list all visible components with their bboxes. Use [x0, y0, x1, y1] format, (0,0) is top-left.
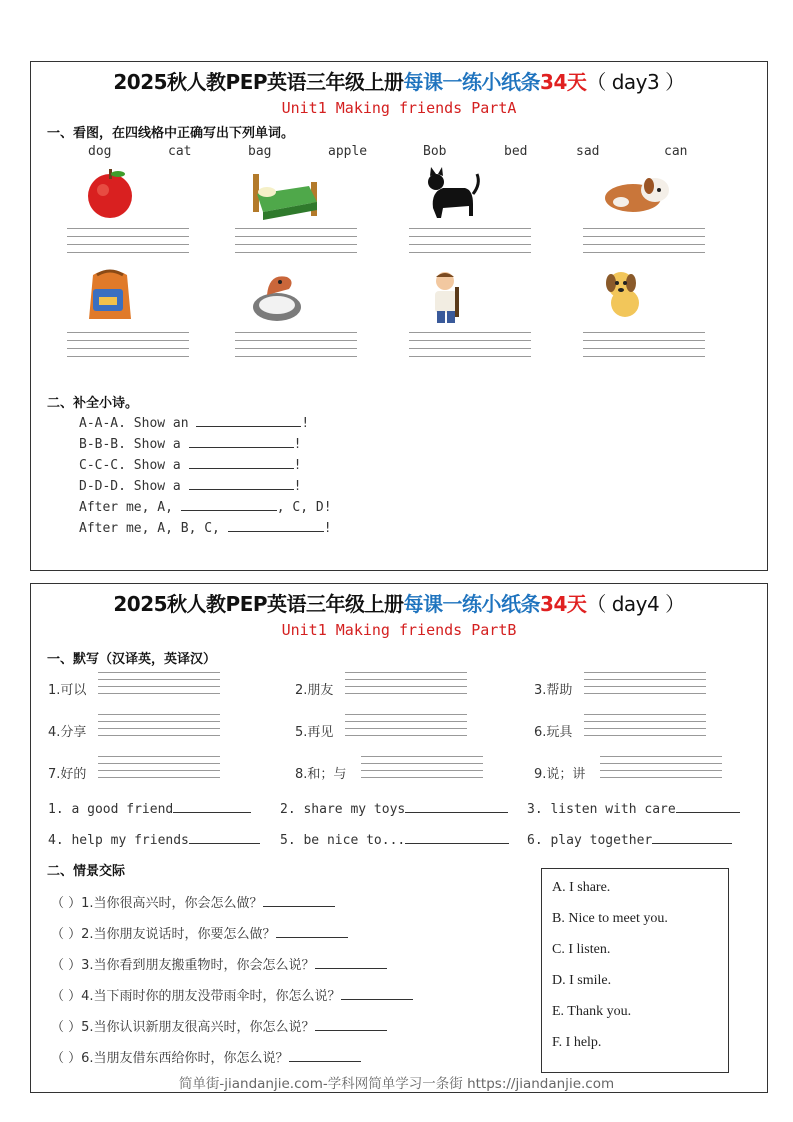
writing-lines[interactable] — [345, 714, 467, 742]
answer-option: D. I smile. — [552, 973, 612, 988]
question-text: （ ）4.当下雨时你的朋友没带雨伞时，你怎么说？ — [51, 989, 341, 1004]
poem-text: After me, A, — [79, 500, 181, 515]
word-option: bag — [248, 144, 272, 159]
dictation-prompt: 6.玩具 — [534, 725, 573, 740]
answer-blank[interactable] — [196, 414, 301, 427]
section-heading: 一、默写（汉译英，英译汉） — [47, 652, 217, 667]
phrase-item — [527, 831, 732, 848]
phrase-text: 3. listen with care — [527, 802, 676, 817]
phrase-text: 6. play together — [527, 833, 653, 848]
answer-blank[interactable] — [189, 831, 260, 844]
title-main: 2025秋人教PEP英语三年级上册 — [113, 592, 404, 616]
title-blue: 每课一练小纸条 — [403, 70, 541, 94]
phrase-item — [48, 831, 260, 848]
worksheet-day3 — [30, 61, 768, 571]
question-item — [51, 985, 413, 1004]
phrase-text: 4. help my friends — [48, 833, 189, 848]
answer-blank[interactable] — [228, 519, 324, 532]
phrase-text: 2. share my toys — [280, 802, 406, 817]
writing-lines[interactable] — [584, 672, 706, 700]
word-option: bed — [504, 144, 528, 159]
writing-lines[interactable] — [584, 714, 706, 742]
answer-blank[interactable] — [289, 1049, 361, 1062]
writing-lines[interactable] — [409, 228, 531, 260]
dog-picture — [597, 168, 677, 218]
writing-lines[interactable] — [98, 714, 220, 742]
answer-blank[interactable] — [405, 800, 508, 813]
writing-lines[interactable] — [67, 228, 189, 260]
question-text: （ ）1.当你很高兴时，你会怎么做？ — [51, 896, 263, 911]
answer-blank[interactable] — [263, 894, 335, 907]
writing-lines[interactable] — [98, 672, 220, 700]
poem-text: , C, D! — [276, 500, 332, 515]
question-item — [51, 1016, 387, 1035]
sad-picture — [249, 267, 311, 325]
answer-option: F. I help. — [552, 1035, 602, 1050]
phrase-text: 1. a good friend — [48, 802, 174, 817]
poem-text: B-B-B. Show a — [79, 437, 189, 452]
apple-picture — [79, 164, 141, 222]
answer-blank[interactable] — [341, 987, 413, 1000]
section-heading: 二、补全小诗。 — [47, 396, 139, 411]
poem-text: ! — [323, 521, 332, 536]
poem-line — [79, 498, 332, 515]
writing-lines[interactable] — [345, 672, 467, 700]
bed-picture — [249, 164, 321, 222]
section-heading: 一、看图，在四线格中正确写出下列单词。 — [47, 126, 295, 141]
dictation-prompt: 1.可以 — [48, 683, 87, 698]
title-day: （ day3 ） — [586, 70, 685, 94]
answer-blank[interactable] — [173, 800, 251, 813]
phrase-text: 5. be nice to... — [280, 833, 406, 848]
poem-text: A-A-A. Show an — [79, 416, 197, 431]
answer-blank[interactable] — [652, 831, 732, 844]
writing-lines[interactable] — [98, 756, 220, 784]
question-item — [51, 954, 387, 973]
page-title — [31, 588, 767, 617]
bob-picture — [423, 267, 485, 325]
question-item — [51, 923, 348, 942]
title-blue: 每课一练小纸条 — [403, 592, 541, 616]
answer-blank[interactable] — [405, 831, 509, 844]
poem-line — [79, 519, 332, 536]
answer-option: E. Thank you. — [552, 1004, 632, 1019]
writing-lines[interactable] — [409, 332, 531, 364]
answer-option: A. I share. — [552, 880, 611, 895]
word-option: cat — [168, 144, 192, 159]
dictation-prompt: 4.分享 — [48, 725, 87, 740]
writing-lines[interactable] — [235, 228, 357, 260]
answer-blank[interactable] — [315, 956, 387, 969]
dictation-prompt: 5.再见 — [295, 725, 334, 740]
phrase-item — [280, 800, 508, 817]
answer-blank[interactable] — [315, 1018, 387, 1031]
answer-blank[interactable] — [181, 498, 277, 511]
writing-lines[interactable] — [583, 228, 705, 260]
writing-lines[interactable] — [600, 756, 722, 784]
dictation-prompt: 7.好的 — [48, 767, 87, 782]
poem-text: ! — [301, 416, 310, 431]
answer-blank[interactable] — [189, 435, 294, 448]
question-text: （ ）2.当你朋友说话时，你要怎么做？ — [51, 927, 276, 942]
word-option: apple — [328, 144, 368, 159]
answer-option: B. Nice to meet you. — [552, 911, 668, 926]
poem-line — [79, 435, 301, 452]
dictation-prompt: 8.和；与 — [295, 767, 347, 782]
poem-text: ! — [293, 437, 302, 452]
answer-blank[interactable] — [189, 477, 294, 490]
poem-text: After me, A, B, C, — [79, 521, 228, 536]
writing-lines[interactable] — [235, 332, 357, 364]
poem-text: C-C-C. Show a — [79, 458, 189, 473]
poem-text: ! — [293, 479, 302, 494]
word-option: can — [664, 144, 688, 159]
unit-subtitle: Unit1 Making friends PartA — [281, 99, 517, 117]
writing-lines[interactable] — [67, 332, 189, 364]
page-title — [31, 66, 767, 95]
title-red: 34天 — [540, 592, 587, 616]
poem-line — [79, 456, 301, 473]
question-item — [51, 892, 335, 911]
worksheet-day4 — [30, 583, 768, 1093]
dictation-prompt: 3.帮助 — [534, 683, 573, 698]
word-option: Bob — [423, 144, 447, 159]
title-day: （ day4 ） — [586, 592, 685, 616]
poem-line — [79, 477, 301, 494]
answer-blank[interactable] — [276, 925, 348, 938]
cat-picture — [423, 164, 485, 222]
dictation-prompt: 2.朋友 — [295, 683, 334, 698]
answer-blank[interactable] — [189, 456, 294, 469]
question-text: （ ）3.当你看到朋友搬重物时，你会怎么说？ — [51, 958, 315, 973]
can-picture — [597, 265, 659, 323]
answer-option: C. I listen. — [552, 942, 611, 957]
phrase-item — [48, 800, 251, 817]
question-item — [51, 1047, 361, 1066]
footer-watermark: 简单街-jiandanjie.com-学科网简单学习一条街 https://jiandanjie.com — [178, 1076, 615, 1092]
title-red: 34天 — [540, 70, 587, 94]
answer-blank[interactable] — [676, 800, 740, 813]
phrase-item — [280, 831, 509, 848]
section-heading: 二、情景交际 — [47, 864, 126, 879]
answer-options-box — [541, 868, 729, 1073]
question-text: （ ）6.当朋友借东西给你时，你怎么说？ — [51, 1051, 289, 1066]
bag-picture — [79, 267, 141, 325]
question-text: （ ）5.当你认识新朋友很高兴时，你怎么说？ — [51, 1020, 315, 1035]
unit-subtitle: Unit1 Making friends PartB — [281, 621, 517, 639]
writing-lines[interactable] — [583, 332, 705, 364]
word-option: sad — [576, 144, 600, 159]
poem-text: D-D-D. Show a — [79, 479, 189, 494]
word-option: dog — [88, 144, 112, 159]
dictation-prompt: 9.说；讲 — [534, 767, 586, 782]
phrase-item — [527, 800, 740, 817]
poem-text: ! — [293, 458, 302, 473]
writing-lines[interactable] — [361, 756, 483, 784]
poem-line — [79, 414, 309, 431]
title-main: 2025秋人教PEP英语三年级上册 — [113, 70, 404, 94]
